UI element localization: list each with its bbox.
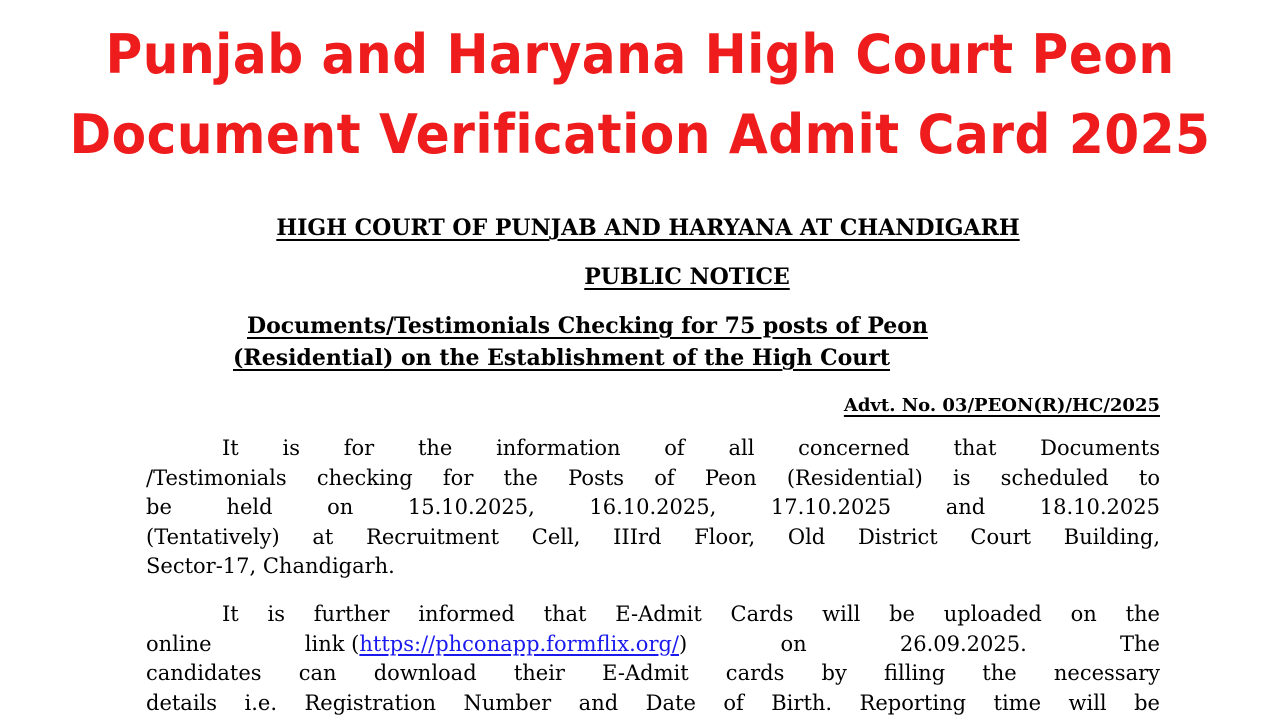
paragraph-line: /Testimonials checking for the Posts of Peon (Residential) is scheduled to: [146, 465, 1160, 490]
link-suffix-text: 26.09.2025.: [899, 631, 1027, 656]
paragraph-line: candidates can download their E-Admit cards by filling the necessary: [146, 661, 1160, 686]
public-notice-heading: PUBLIC NOTICE: [584, 264, 790, 290]
banner-title-line1: Punjab and Haryana High Court Peon: [105, 23, 1175, 86]
paragraph-schedule: [146, 434, 1160, 582]
advertisement-number: Advt. No. 03/PEON(R)/HC/2025: [843, 395, 1160, 416]
court-heading: HIGH COURT OF PUNJAB AND HARYANA AT CHANDIGARH: [276, 215, 1020, 241]
paragraph-line: details i.e. Registration Number and Date of Birth. Reporting time will be: [146, 690, 1160, 715]
link-suffix-text: on: [780, 631, 807, 656]
link-suffix-text: The: [1120, 631, 1160, 656]
banner-title-line2: Document Verification Admit Card 2025: [69, 103, 1211, 166]
paragraph-line: It is for the information of all concerned that Documents: [222, 436, 1160, 460]
paragraph-line: be held on 15.10.2025, 16.10.2025, 17.10.2025 and 18.10.2025: [146, 495, 1160, 520]
link-suffix-text: ): [679, 631, 688, 656]
paragraph-line-with-link: [146, 630, 1160, 660]
link-group: [305, 630, 687, 660]
subject-line2: (Residential) on the Establishment of the High Court: [233, 345, 891, 371]
link-prefix-text: online: [146, 631, 212, 656]
subject-line1: Documents/Testimonials Checking for 75 posts of Peon: [247, 313, 928, 339]
link-prefix-text: link (: [304, 631, 360, 656]
paragraph-line: Sector-17, Chandigarh.: [146, 554, 395, 579]
admit-card-link[interactable]: https://phconapp.formflix.org/: [359, 631, 679, 656]
paragraph-admit-card: [146, 600, 1160, 718]
paragraph-line: It is further informed that E-Admit Cards will be uploaded on the: [222, 602, 1160, 626]
paragraph-line: (Tentatively) at Recruitment Cell, IIIrd Floor, Old District Court Building,: [146, 524, 1160, 549]
